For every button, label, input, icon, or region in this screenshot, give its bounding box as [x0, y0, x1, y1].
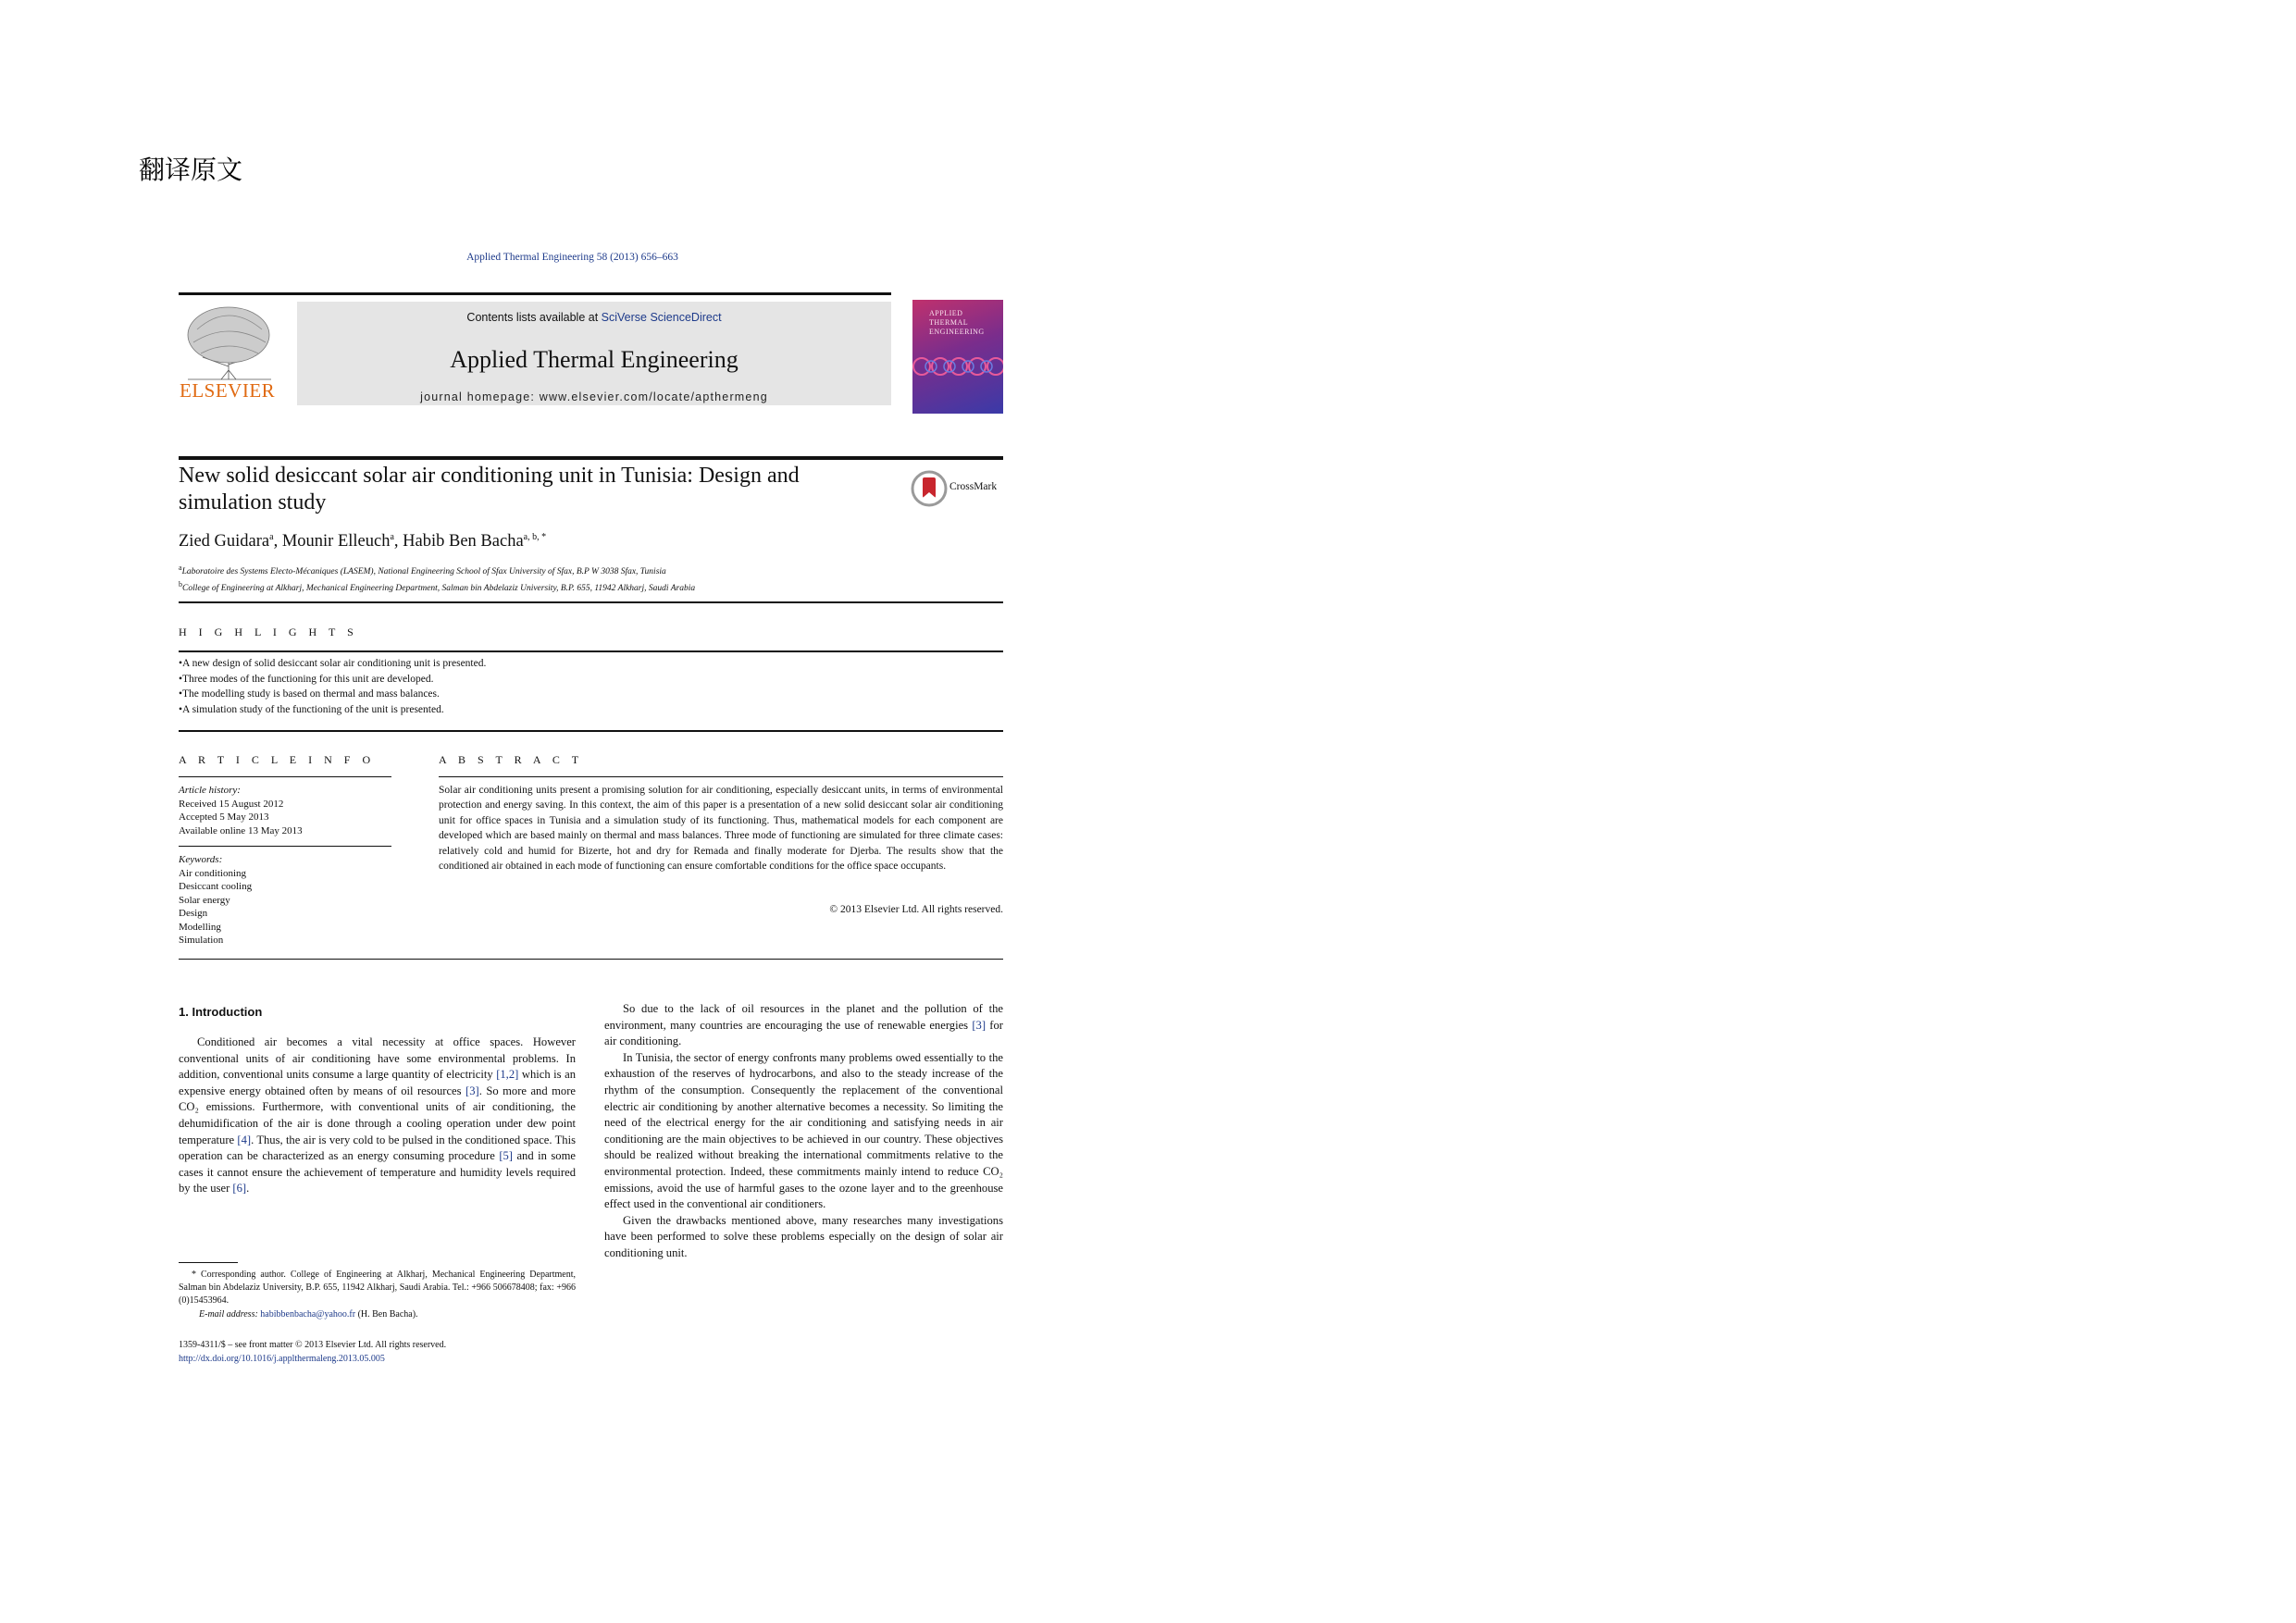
introduction-heading: 1. Introduction [179, 1005, 263, 1019]
citation-link[interactable]: [5] [499, 1149, 513, 1163]
author-list: Zied Guidara$^a$, Mounir Elleuch$^a$, Habib Ben Bacha$^{a, b, *}$ [179, 532, 547, 551]
highlight-item: • A simulation study of the functioning of the unit is presented. [179, 702, 486, 718]
sciencedirect-link[interactable]: SciVerse ScienceDirect [601, 311, 722, 324]
email-suffix: (H. Ben Bacha). [355, 1308, 418, 1319]
corresponding-author-footnote [179, 1269, 576, 1321]
paper-first-page [179, 252, 1003, 1364]
crossmark-label[interactable]: CrossMark [949, 481, 998, 492]
online-date: Available online 13 May 2013 [179, 824, 303, 836]
footnote-rule [179, 1262, 238, 1263]
author-affil-mark: a [390, 532, 394, 542]
section-divider [179, 730, 1003, 732]
author-name[interactable]: Zied Guidara [179, 532, 270, 551]
keywords-label: Keywords: [179, 854, 223, 866]
intro-paragraph [179, 1035, 576, 1197]
abstract-copyright: © 2013 Elsevier Ltd. All rights reserved. [829, 904, 1003, 915]
highlights-rule [179, 650, 1003, 652]
masthead-bottom-rule [179, 456, 1003, 460]
contents-line [297, 311, 891, 324]
keyword-item: Modelling [179, 921, 221, 933]
affiliation-text: Laboratoire des Systems Electo-Mécaniques (LASEM), National Engineering School of Sfax University of Sfax, B.P W 3038 Sfax, Tunisia [181, 567, 666, 577]
text-run: and in some cases it cannot ensure the achievement of temperature and humidity levels required by the user [179, 1149, 576, 1196]
intro-paragraph [604, 1001, 1003, 1050]
issn-line: 1359-4311/$ – see front matter © 2013 Elsevier Ltd. All rights reserved. [179, 1340, 447, 1350]
email-link[interactable]: habibbenbacha@yahoo.fr [260, 1308, 356, 1319]
journal-banner [297, 302, 891, 405]
journal-homepage[interactable]: journal homepage: www.elsevier.com/locate/apthermeng [420, 390, 768, 403]
elsevier-wordmark: ELSEVIER [180, 379, 276, 402]
author-name[interactable]: Habib Ben Bacha [403, 532, 524, 551]
abstract-label: A B S T R A C T [439, 753, 584, 766]
abstract-text: Solar air conditioning units present a promising solution for air conditioning, especially desiccant units, in terms of environmental protection and energy saving. In this context, the aim of this paper is a presentation of a new solid desiccant solar air conditioning unit for office spaces in Tunisia and a simulation study of its functioning. Thus, mathematical models for each component are developed which are based mainly on thermal and mass balances. Three mode of functioning are simulated for three climate cases: relatively cold and humid for Bizerte, hot and dry for Remada and finally moderate for Djerba. The results show that the conditioned air obtained in each mode of functioning can ensure comfortable conditions for the office space occupants. [439, 785, 1003, 873]
keyword-item: Desiccant cooling [179, 881, 253, 893]
article-info-label: A R T I C L E I N F O [179, 753, 376, 766]
author-affil-mark: a [269, 532, 274, 542]
text-run: which is an expensive energy obtained often by means of oil resources [179, 1068, 576, 1097]
keyword-item: Solar energy [179, 894, 230, 906]
footnote-text: * Corresponding author. College of Engineering at Alkharj, Mechanical Engineering Department, Salman bin Abdelaziz University, B.P. 655, 11942 Alkharj, Saudi Arabia. Tel.: +966 506678408; fax: +966 (0)15453964. [179, 1270, 576, 1307]
running-head[interactable]: Applied Thermal Engineering 58 (2013) 656–663 [466, 252, 678, 263]
affiliation-b [179, 578, 1003, 595]
affiliation-a [179, 562, 1003, 578]
text-run: So due to the lack of oil resources in the planet and the pollution of the environment, many countries are encouraging the use of renewable energies [604, 1002, 1003, 1032]
highlights-list [179, 656, 486, 717]
cover-title-line: ENGINEERING [929, 328, 985, 336]
section-divider [179, 959, 1003, 960]
crossmark-icon[interactable] [911, 470, 948, 507]
intro-paragraph: Given the drawbacks mentioned above, many researches many investigations have been performed to solve these problems especially on the design of solar air conditioning unit. [604, 1213, 1003, 1259]
article-info [179, 784, 391, 948]
received-date: Received 15 August 2012 [179, 798, 284, 810]
cover-ring-pattern [912, 348, 1003, 385]
doi-link[interactable]: http://dx.doi.org/10.1016/j.applthermaleng.2013.05.005 [179, 1353, 385, 1364]
text-run: for air conditioning. [604, 1018, 1003, 1048]
abstract-rule [439, 776, 1003, 777]
author-name[interactable]: Mounir Elleuch [281, 532, 391, 551]
affiliation-text: College of Engineering at Alkharj, Mechanical Engineering Department, Salman bin Abdelaziz University, B.P. 655, 11942 Alkharj, Saudi Arabia [182, 584, 696, 594]
email-line [179, 1308, 576, 1321]
section-divider [179, 601, 1003, 603]
citation-link[interactable]: [6] [232, 1182, 247, 1196]
intro-right-column [604, 1001, 1003, 1262]
masthead-top-rule [179, 292, 891, 295]
highlights-label: H I G H L I G H T S [179, 626, 358, 638]
front-matter [179, 1339, 446, 1366]
keyword-item: Design [179, 908, 208, 920]
author-affil-mark: a, b, * [523, 532, 547, 542]
affiliation-mark: b [179, 580, 182, 589]
highlight-item: • Three modes of the functioning for this unit are developed. [179, 672, 486, 688]
highlight-item: • The modelling study is based on thermal and mass balances. [179, 687, 486, 702]
keywords-rule [179, 846, 391, 847]
citation-link[interactable]: [4] [237, 1133, 252, 1146]
journal-name: Applied Thermal Engineering [450, 346, 738, 373]
accepted-date: Accepted 5 May 2013 [179, 812, 269, 823]
highlight-item: • A new design of solid desiccant solar air conditioning unit is presented. [179, 656, 486, 672]
intro-left-column [179, 1035, 576, 1197]
text-run: . Thus, the air is very cold to be pulsed in the conditioned space. This operation can be characterized as an energy consuming procedure [179, 1133, 576, 1163]
keyword-item: Simulation [179, 935, 224, 947]
citation-link[interactable]: [3] [465, 1084, 479, 1097]
affiliations [179, 562, 1003, 595]
cover-title-line: THERMAL [929, 318, 969, 327]
journal-masthead [179, 292, 1003, 406]
text-run: Conditioned air becomes a vital necessity at office spaces. However conventional units of air conditioning have some environmental problems. In addition, conventional units consume a large quantity of electricity [179, 1035, 576, 1082]
email-label: E-mail address: [199, 1308, 261, 1319]
cover-title-line: APPLIED [929, 309, 963, 317]
article-history-label: Article history: [179, 785, 241, 796]
journal-cover-thumbnail [912, 300, 1003, 414]
citation-link[interactable]: [3] [972, 1018, 987, 1032]
keyword-item: Air conditioning [179, 867, 247, 879]
text-run: . [246, 1182, 250, 1196]
article-title: New solid desiccant solar air conditioning unit in Tunisia: Design and simulation study [179, 464, 800, 514]
page-heading: 翻译原文 [139, 155, 243, 185]
contents-prefix: Contents lists available at [466, 311, 602, 324]
intro-paragraph: In Tunisia, the sector of energy confronts many problems owed essentially to the exhaustion of the reserves of hydrocarbons, and also to the steady increase of the rhythm of the consumption. Consequently the replacement of the conventional electric air conditioning by another alternative becomes a necessity. So limiting the need of the electrical energy for the air conditioning and satisfying needs in air conditioning are the main objectives to be achieved in our country. These objectives should be realized without breaking the international commitments relative to the environmental protection. Indeed, these commitments mainly intend to reduce CO₂ emissions, avoid the use of harmful gases to the ozone layer and to the greenhouse effect used in the conventional air conditioners. [604, 1050, 1003, 1211]
citation-link[interactable]: [1,2] [496, 1068, 519, 1082]
text-run: . So more and more CO₂ emissions. Furthermore, with conventional units of air conditioning, the dehumidification of the air is done through a cooling operation under dew point temperature [179, 1084, 577, 1146]
cover-title [929, 309, 985, 337]
affiliation-mark: a [179, 564, 182, 572]
article-info-rule [179, 776, 391, 777]
